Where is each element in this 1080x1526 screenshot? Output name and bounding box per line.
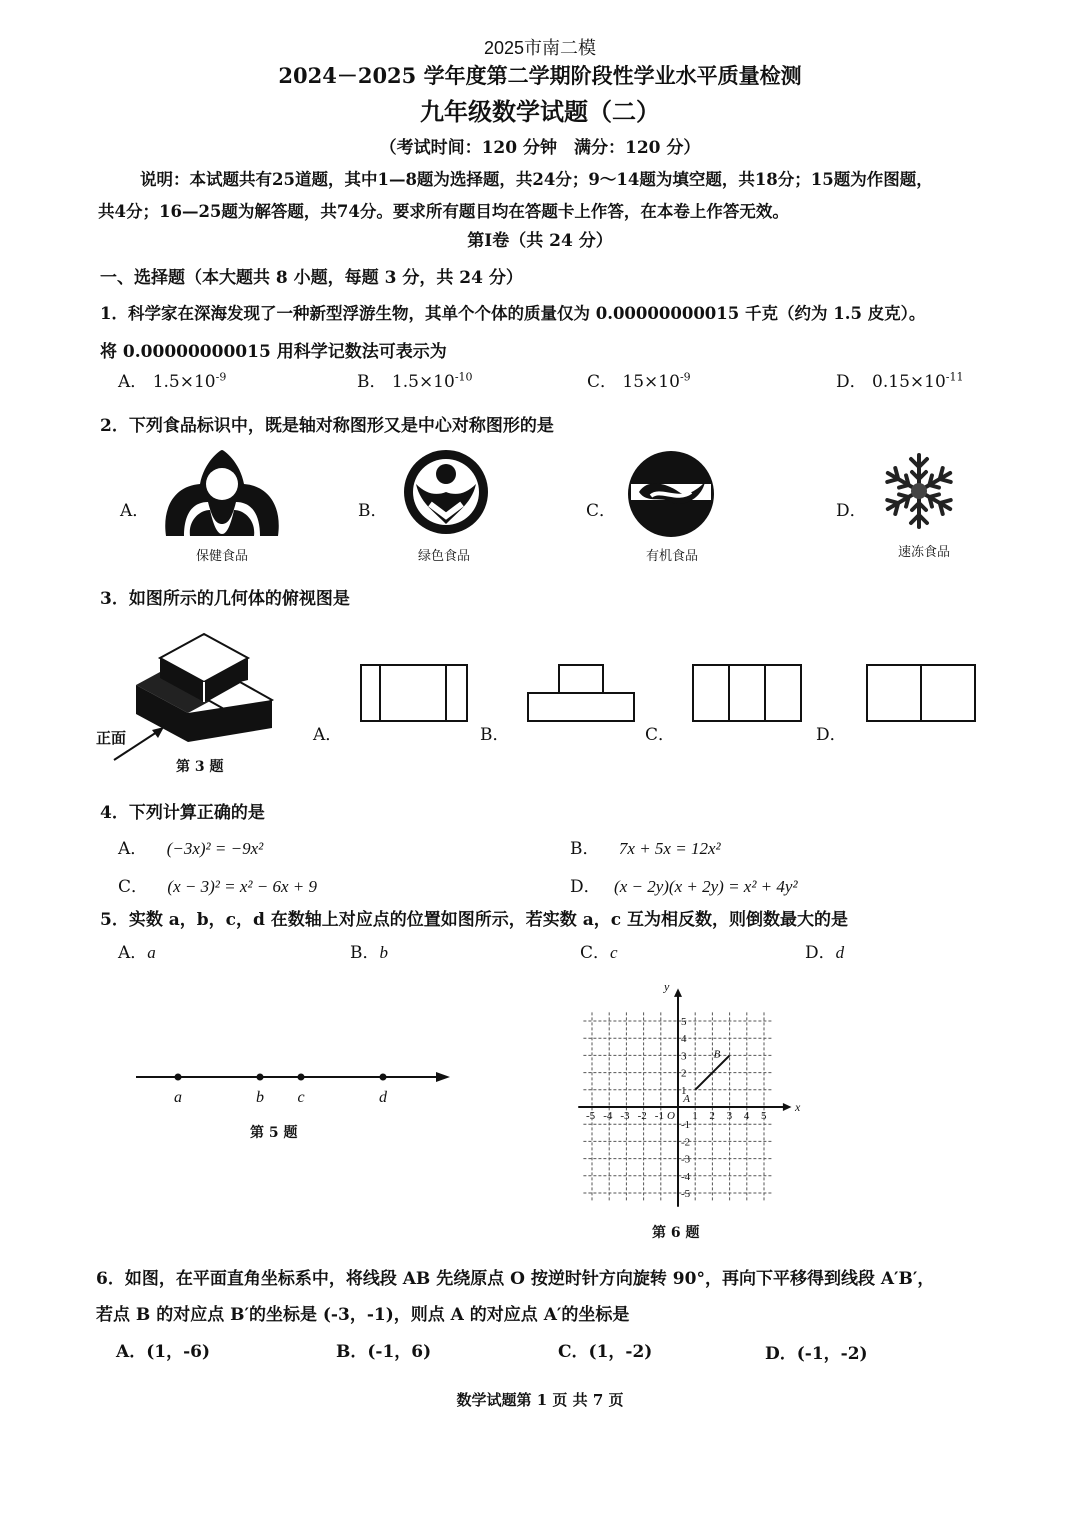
origin-label: O (667, 1110, 675, 1122)
x-tick-label: -5 (586, 1110, 596, 1122)
q4-option-d-letter: D． (570, 877, 601, 897)
q6-option-a[interactable] (116, 1337, 210, 1362)
x-tick-label: 3 (726, 1110, 733, 1122)
q1-option-c-base: 15×10 (622, 372, 680, 392)
q2-option-a-letter[interactable]: A． (120, 501, 150, 521)
q5-option-b-value: b (379, 943, 388, 962)
q3-option-a[interactable]: A． (313, 725, 343, 745)
y-axis-arrow-icon (674, 988, 682, 997)
q1-option-d-exp: -11 (945, 370, 964, 384)
x-axis-label: x (794, 1100, 801, 1114)
q6-option-d-value: (-1，-2) (796, 1344, 868, 1364)
number-line-label-a: a (174, 1089, 182, 1106)
q4-option-b[interactable] (570, 834, 721, 859)
q5-option-d-letter: D． (805, 943, 836, 963)
q3-front-label: 正面 (96, 729, 127, 747)
instructions-line2: 共4分；16—25题为解答题，共74分。要求所有题目均在答题卡上作答，在本卷上作答无效。 (98, 202, 789, 221)
q5-stem: 5．实数 a，b，c，d 在数轴上对应点的位置如图所示，若实数 a，c 互为相反数，则倒数最大的是 (100, 910, 849, 930)
q1-option-b[interactable] (357, 367, 473, 392)
number-line-point-c (298, 1074, 305, 1081)
section1-title: 一、选择题（本大题共 8 小题，每题 3 分，共 24 分） (100, 268, 523, 288)
q6-option-d[interactable] (765, 1339, 868, 1364)
q6-option-c-letter: C． (558, 1342, 589, 1362)
number-line-point-a (175, 1074, 182, 1081)
q1-option-a-base: 1.5×10 (152, 372, 216, 392)
q5-option-c-letter: C． (580, 943, 611, 963)
q1-option-d[interactable] (836, 367, 964, 392)
q6-option-c-value: (1，-2) (588, 1342, 653, 1362)
x-tick-label: -3 (620, 1110, 630, 1122)
q5-option-a-letter: A． (118, 943, 148, 963)
q6-option-b-letter: B． (336, 1342, 368, 1362)
q5-option-c[interactable] (580, 938, 618, 963)
q2-option-c-letter[interactable]: C． (586, 501, 617, 521)
part1-title: 第Ⅰ卷（共 24 分） (467, 231, 613, 251)
q3-figure-caption: 第 3 题 (176, 759, 224, 775)
y-tick-label: 4 (681, 1033, 687, 1046)
number-line-label-b: b (256, 1089, 264, 1106)
q6-coordinate-grid (556, 975, 806, 1205)
q2-option-b-letter[interactable]: B． (358, 501, 388, 521)
y-tick-label: -4 (681, 1170, 691, 1183)
q6-option-c[interactable] (558, 1337, 652, 1362)
instructions-line1: 说明：本试题共有25道题，其中1—8题为选择题，共24分；9～14题为填空题，共18分；15题为作图题， (140, 170, 933, 189)
exam-info: （考试时间：120 分钟 满分：120 分） (379, 138, 701, 158)
q5-option-b-letter: B． (350, 943, 380, 963)
x-tick-label: -1 (654, 1110, 664, 1122)
x-tick-label: 1 (692, 1110, 698, 1122)
q4-option-d-expr: (x − 2y)(x + 2y) = x² + 4y² (614, 877, 798, 896)
q2-option-d-letter[interactable]: D． (836, 501, 867, 521)
q4-option-d[interactable] (570, 872, 798, 897)
q3-option-b[interactable]: B． (480, 725, 510, 745)
q6-figure-caption: 第 6 题 (652, 1225, 700, 1241)
q6-option-b[interactable] (336, 1337, 431, 1362)
q4-stem: 4．下列计算正确的是 (100, 803, 265, 823)
exam-title: 2024－2025 学年度第二学期阶段性学业水平质量检测 (278, 63, 802, 88)
q4-option-a[interactable] (118, 834, 263, 859)
q1-option-b-letter: B． (357, 372, 387, 392)
y-tick-label: 3 (681, 1050, 687, 1063)
q1-option-a-exp: -9 (215, 370, 227, 384)
q6-option-a-letter: A． (116, 1342, 147, 1362)
q3-option-b-figure (527, 664, 635, 722)
q4-option-c-expr: (x − 3)² = x² − 6x + 9 (167, 877, 317, 896)
y-tick-label: 1 (681, 1084, 687, 1097)
q2-caption-c: 有机食品 (646, 549, 699, 564)
organic-food-logo-icon (627, 446, 715, 540)
q6-line1: 6．如图，在平面直角坐标系中，将线段 AB 先绕原点 O 按逆时针方向旋转 90°，再向下平移得到线段 A′B′， (96, 1269, 935, 1289)
q1-option-b-exp: -10 (454, 370, 473, 384)
q1-line2: 将 0.00000000015 用科学记数法可表示为 (100, 342, 447, 362)
q1-option-c-letter: C． (587, 372, 618, 392)
q5-option-c-value: c (610, 943, 618, 962)
q6-line2: 若点 B 的对应点 B′的坐标是 (-3，-1)，则点 A 的对应点 A′的坐标是 (96, 1305, 630, 1325)
q5-option-a[interactable] (118, 938, 156, 963)
q3-option-c[interactable]: C． (645, 725, 676, 745)
y-tick-label: 5 (681, 1016, 687, 1028)
top-label: 2025市南二模 (483, 38, 597, 58)
q1-option-c-exp: -9 (679, 370, 691, 384)
q1-option-b-base: 1.5×10 (391, 372, 455, 392)
q5-option-a-value: a (147, 943, 156, 962)
q4-option-a-letter: A． (118, 839, 148, 859)
q3-stem: 3．如图所示的几何体的俯视图是 (100, 589, 350, 609)
number-line-label-d: d (379, 1089, 387, 1106)
q2-caption-b: 绿色食品 (418, 549, 471, 564)
q5-option-b[interactable] (350, 938, 388, 963)
y-tick-label: 2 (681, 1067, 687, 1080)
q1-option-c[interactable] (587, 367, 691, 392)
q3-option-d[interactable]: D． (816, 725, 847, 745)
q2-caption-a: 保健食品 (196, 549, 249, 564)
number-line-point-b (257, 1074, 264, 1081)
q6-option-b-value: (-1，6) (367, 1342, 432, 1362)
q4-option-c[interactable] (118, 872, 317, 897)
x-tick-label: -2 (637, 1110, 647, 1122)
paper-title: 九年级数学试题（二） (420, 97, 660, 126)
page-footer: 数学试题第 1 页 共 7 页 (456, 1391, 624, 1409)
y-axis-label: y (664, 979, 670, 994)
q1-line1: 1．科学家在深海发现了一种新型浮游生物，其单个个体的质量仅为 0.00000000015 千克（约为 1.5 皮克）。 (100, 304, 926, 323)
x-tick-label: 5 (761, 1110, 767, 1122)
q3-option-c-figure (692, 664, 802, 722)
q6-option-d-letter: D． (765, 1344, 797, 1364)
q1-option-a-letter: A． (118, 372, 148, 392)
q1-option-a[interactable] (118, 367, 226, 392)
y-tick-label: -3 (681, 1153, 691, 1166)
y-tick-label: -5 (681, 1188, 691, 1200)
x-tick-label: -4 (603, 1110, 613, 1122)
q5-option-d[interactable] (805, 938, 844, 963)
point-a-label: A (683, 1092, 690, 1105)
y-tick-label: -2 (681, 1136, 691, 1149)
green-food-logo-icon (402, 444, 490, 538)
y-tick-label: -1 (681, 1119, 691, 1132)
snowflake-logo-icon (880, 450, 958, 532)
number-line-label-c: c (297, 1089, 305, 1106)
q1-option-d-base: 0.15×10 (872, 372, 946, 392)
x-axis-arrow-icon (783, 1103, 792, 1111)
q2-stem: 2．下列食品标识中，既是轴对称图形又是中心对称图形的是 (100, 416, 554, 436)
number-line-arrow-icon (436, 1072, 450, 1082)
q5-figure-caption: 第 5 题 (250, 1125, 298, 1141)
q6-option-a-value: (1，-6) (146, 1342, 211, 1362)
q2-caption-d: 速冻食品 (898, 545, 951, 560)
health-food-logo-icon (160, 448, 284, 542)
x-tick-label: 4 (743, 1110, 750, 1122)
q5-number-line (130, 1060, 460, 1112)
x-tick-label: 2 (709, 1110, 715, 1122)
q4-option-b-letter: B． (570, 839, 600, 859)
point-b-label: B (713, 1048, 721, 1061)
q4-option-a-expr: (−3x)² = −9x² (166, 839, 264, 858)
q1-option-d-letter: D． (836, 372, 867, 392)
q3-option-a-figure (360, 664, 468, 722)
q5-option-d-value: d (835, 943, 845, 962)
q4-option-b-expr: 7x + 5x = 12x² (618, 839, 721, 858)
q3-option-d-figure (866, 664, 976, 722)
q4-option-c-letter: C． (118, 877, 149, 897)
number-line-point-d (380, 1074, 387, 1081)
